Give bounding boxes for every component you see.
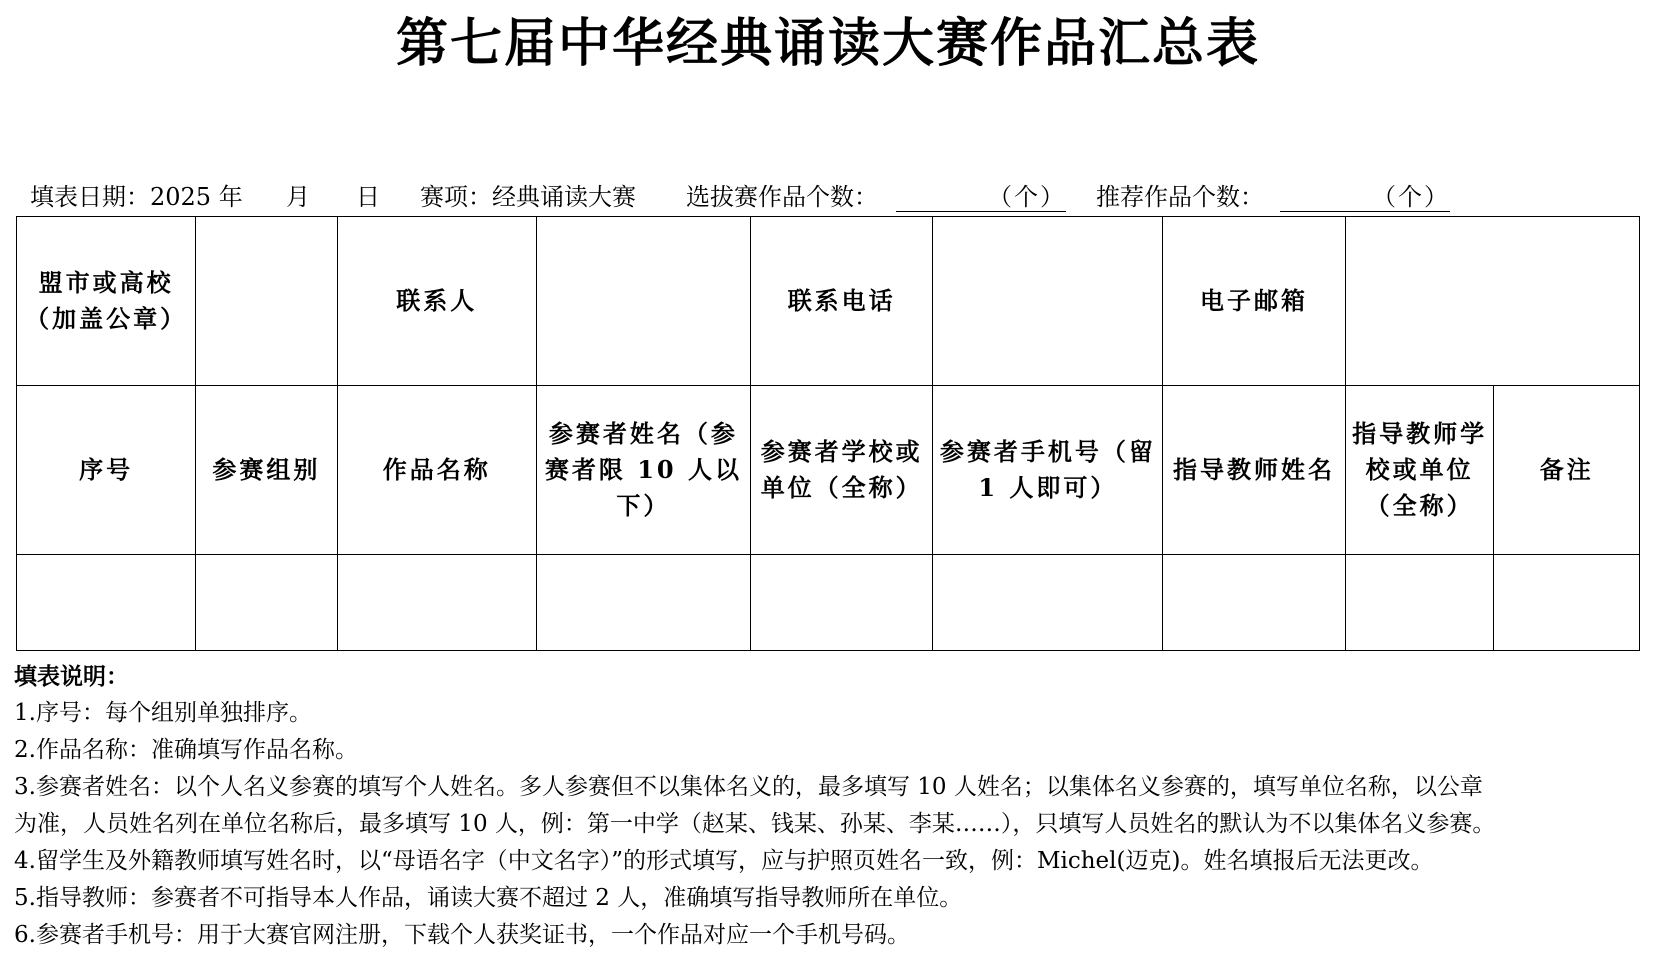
contact-row: [17, 217, 1640, 386]
instruction-item: 6.参赛者手机号：用于大赛官网注册，下载个人获奖证书，一个作品对应一个手机号码。: [14, 922, 910, 948]
phone-label-cell: 联系电话: [750, 217, 932, 386]
selection-count-field[interactable]: [896, 180, 1066, 212]
unit-label-cell: 盟市或高校（加盖公章）: [17, 217, 196, 386]
summary-table: [16, 216, 1640, 651]
instruction-item: 3.参赛者姓名：以个人名义参赛的填写个人姓名。多人参赛但不以集体名义的，最多填写 10 人姓名；以集体名义参赛的，填写单位名称，以公章: [14, 774, 1483, 800]
cell-serial[interactable]: [17, 555, 196, 651]
table-row: [17, 555, 1640, 651]
header-teacher-name: 指导教师姓名: [1163, 386, 1345, 555]
header-teacher-school: 指导教师学校或单位（全称）: [1345, 386, 1494, 555]
phone-input-cell[interactable]: [933, 217, 1163, 386]
form-meta-line: [30, 180, 1630, 214]
instructions: [14, 658, 1644, 954]
page-title: 第七届中华经典诵读大赛作品汇总表: [395, 13, 1260, 74]
header-participant-school: 参赛者学校或单位（全称）: [750, 386, 932, 555]
cell-remarks[interactable]: [1494, 555, 1640, 651]
header-participant-phone: 参赛者手机号（留 1 人即可）: [933, 386, 1163, 555]
cell-work-title[interactable]: [337, 555, 536, 651]
cell-participant-school[interactable]: [750, 555, 932, 651]
header-serial: 序号: [17, 386, 196, 555]
instructions-heading: 填表说明：: [14, 663, 129, 690]
fill-date-label: 填表日期：2025 年: [30, 183, 243, 211]
event-label: 赛项：经典诵读大赛: [420, 183, 636, 211]
unit-input-cell[interactable]: [196, 217, 337, 386]
instruction-item: 5.指导教师：参赛者不可指导本人作品，诵读大赛不超过 2 人，准确填写指导教师所在单位。: [14, 885, 963, 911]
cell-participant-phone[interactable]: [933, 555, 1163, 651]
cell-teacher-school[interactable]: [1345, 555, 1494, 651]
day-label: 日: [356, 183, 380, 211]
header-participant-names: 参赛者姓名（参赛者限 10 人以下）: [536, 386, 750, 555]
header-group: 参赛组别: [196, 386, 337, 555]
recommend-count-field[interactable]: [1280, 180, 1450, 212]
selection-count-unit: （个）: [988, 183, 1066, 211]
header-row: [17, 386, 1640, 555]
contact-label-cell: 联系人: [337, 217, 536, 386]
header-remarks: 备注: [1494, 386, 1640, 555]
recommend-count-unit: （个）: [1372, 183, 1450, 211]
cell-teacher-name[interactable]: [1163, 555, 1345, 651]
selection-count-label: 选拔赛作品个数：: [686, 183, 878, 211]
instruction-item: 1.序号：每个组别单独排序。: [14, 700, 312, 726]
recommend-count-label: 推荐作品个数：: [1096, 183, 1264, 211]
month-label: 月: [286, 183, 310, 211]
header-work-title: 作品名称: [337, 386, 536, 555]
instruction-item: 4.留学生及外籍教师填写姓名时，以“母语名字（中文名字）”的形式填写，应与护照页姓名一致，例：Michel(迈克)。姓名填报后无法更改。: [14, 848, 1434, 874]
contact-input-cell[interactable]: [536, 217, 750, 386]
cell-participant-names[interactable]: [536, 555, 750, 651]
cell-group[interactable]: [196, 555, 337, 651]
instruction-item: 2.作品名称：准确填写作品名称。: [14, 737, 358, 763]
email-input-cell[interactable]: [1345, 217, 1639, 386]
instruction-item: 为准，人员姓名列在单位名称后，最多填写 10 人，例：第一中学（赵某、钱某、孙某、李某……），只填写人员姓名的默认为不以集体名义参赛。: [14, 811, 1496, 837]
email-label-cell: 电子邮箱: [1163, 217, 1345, 386]
